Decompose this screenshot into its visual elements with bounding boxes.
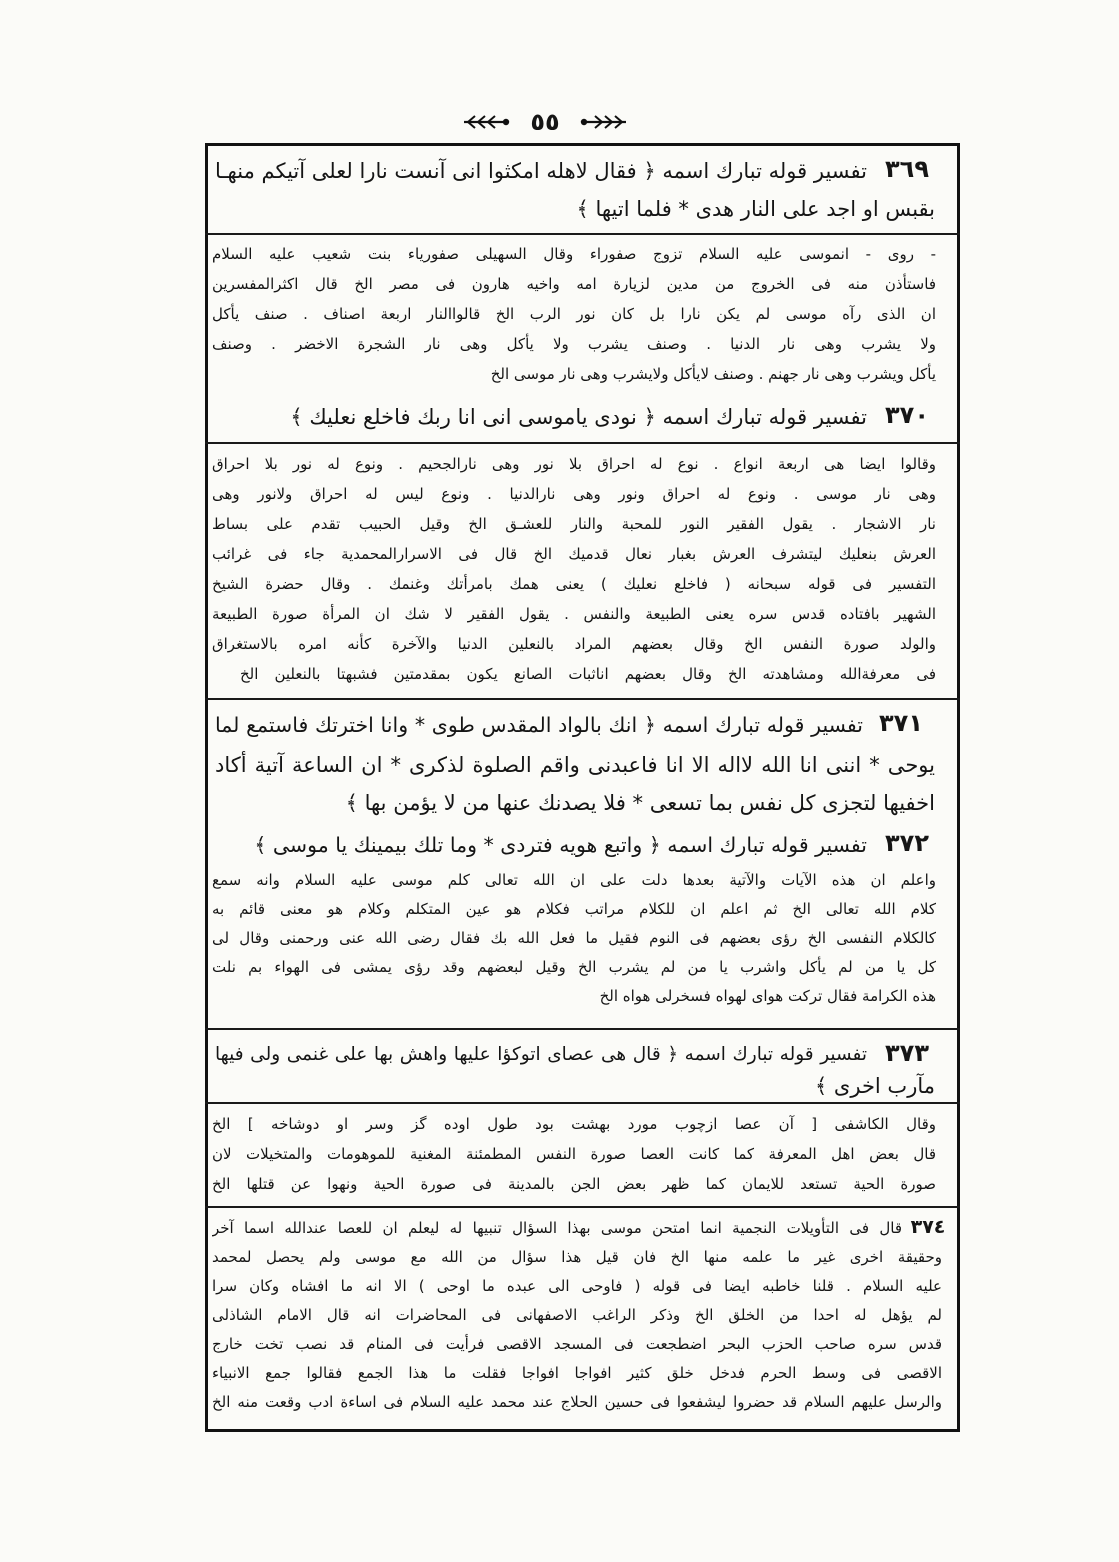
verse-heading-line: تفسير قوله تبارك اسمه ﴿ انك بالواد المقدس طوى * وانا اخترتك فاستمع لما (215, 713, 863, 737)
verse-heading-line: تفسير قوله تبارك اسمه ﴿ واتبع هويه فتردى * وما تلك بيمينك يا موسى ﴾ (254, 833, 867, 857)
commentary-line: نار الاشجار . يقول الفقير النور للمحبة والنار للعشـق الخ وقيل الحبيب تقدم على بساط (212, 515, 936, 533)
commentary-line: قال فى التأويلات النجمية انما امتحن موسى بهذا السؤال تنبيها له ليعلم ان للعصا عندالله اسما آخر (212, 1219, 902, 1237)
verse-heading-line: تفسير قوله تبارك اسمه ﴿ فقال لاهله امكثوا انى آنست نارا لعلى آتيكم منهـا (215, 159, 867, 183)
commentary-line: لم يؤهل له احدا من الخلق الخ وذكر الراغب الاصفهانى فى المحاضرات انه قال الامام الشاذلى (212, 1306, 942, 1324)
page-number: ٥٥ (530, 108, 560, 136)
commentary-line: وقالوا ايضا هى اربعة انواع . نوع له احراق بلا نور وهى نارالجحيم . ونوع له نور بلا احراق (212, 455, 936, 473)
entry-number: ٣٧٤ (910, 1216, 946, 1238)
entry-number: ٣٧٠ (885, 401, 929, 429)
verse-heading-line: مآرب اخرى ﴾ (814, 1074, 935, 1098)
divider-rule (205, 1206, 960, 1208)
commentary-line: قال بعض اهل المعرفة كما كانت العصا صورة النفس المطمئنة المغنية للموهومات والمتخيلات لان (212, 1145, 936, 1163)
commentary-line: يأكل ويشرب وهى نار جهنم . وصنف لايأكل ولايشرب وهى نار موسى الخ (490, 365, 936, 383)
divider-rule (205, 442, 960, 444)
divider-rule (205, 1028, 960, 1030)
commentary-line: وحقيقة اخرى غير ما علمه منها الخ فان قيل هذا سؤال من الله مع موسى ولم يحصل لمحمد (212, 1248, 942, 1266)
commentary-line: كالكلام النفسى الخ رؤى بعضهم فى النوم فقيل ما فعل الله بك فقال رضى الله عنى ورحمنى وقال لى (212, 929, 936, 947)
verse-heading-line: اخفيها لتجزى كل نفس بما تسعى * فلا يصدنك عنها من لا يؤمن بها ﴾ (345, 791, 935, 815)
commentary-line: وقال الكاشفى [ آن عصا ازچوب مورد بهشت بود طول اوده گز وسر او دوشاخه ] الخ (212, 1115, 936, 1133)
divider-rule (205, 233, 960, 235)
entry-number: ٣٧٣ (885, 1039, 929, 1067)
commentary-line: صورة الحية تستعد للايمان كما ظهر بعض الجن بالمدينة فى صورة الحية ونهوا عن قتلها الخ (212, 1175, 936, 1193)
commentary-line: - روى - انموسى عليه السلام تزوج صفوراء وقال السهيلى صفورياء بنت شعيب عليه السلام (212, 245, 936, 263)
commentary-line: والولد صورة النفس الخ وقال بعضهم المراد بالنعلين الدنيا والآخرة كأنه امره بالاستغراق (212, 635, 936, 653)
commentary-line: والرسل عليهم السلام قد حضروا ليشفعوا فى حسين الحلاج عند محمد عليه السلام فى اساءة ادب وقعت منه الخ (212, 1393, 942, 1411)
commentary-line: فاستأذن منه فى الخروج من مدين لزيارة امه واخيه هارون فى مصر الخ قال اكثرالمفسرين (212, 275, 936, 293)
commentary-line: عليه السلام . قلنا خاطبه ايضا فى قوله ( فاوحى الى عبده ما اوحى ) الا انه ما افشاه وكان سرا (212, 1277, 942, 1295)
divider-rule (205, 1102, 960, 1104)
commentary-line: التفسير فى قوله سبحانه ( فاخلع نعليك ) يعنى همك بامرأتك وغنمك . وقال حضرة الشيخ (212, 575, 936, 593)
commentary-line: كل يا من لم يأكل واشرب يا من لم يشرب الخ وقيل لبعضهم وقد رؤى يمشى فى الهواء بم نلت (212, 958, 936, 976)
verse-heading-line: بقبس او اجد على النار هدى * فلما اتيها ﴾ (576, 197, 935, 221)
entry-number: ٣٧١ (879, 709, 923, 737)
commentary-line: العرش بنعليك ليتشرف العرش بغبار نعال قدميك الخ قال فى الاسرارالمحمدية جاء فى غرائب (212, 545, 936, 563)
commentary-line: الشهير بافتاده قدس سره يعنى الطبيعة والنفس . يقول الفقير لا شك ان المرأة صورة الطبيعة (212, 605, 936, 623)
verse-heading-line: يوحى * اننى انا الله لااله الا انا فاعبدنى واقم الصلوة لذكرى * ان الساعة آتية أكاد (215, 753, 935, 777)
commentary-line: هذه الكرامة فقال تركت هواى لهواه فسخرلى هواه الخ (599, 987, 936, 1005)
commentary-line: الاقصى فى وسط الحرم فدخل خلق كثير افواجا افواجا فقلت ما هذا الجمع فقالوا جمع الانبياء (212, 1364, 942, 1382)
entry-number: ٣٧٢ (885, 829, 929, 857)
commentary-line: ولا يشرب وهى نار الدنيا . وصنف يشرب ولا يأكل وهى نار الشجرة الاخضر . وصنف (212, 335, 936, 353)
ornament-left-icon (462, 113, 512, 131)
commentary-line: فى معرفةالله ومشاهدته الخ وقال بعضهم اناثبات الصانع يكون بمقدمتين فشبهتا بالنعلين الخ (240, 665, 936, 683)
commentary-line: واعلم ان هذه الآيات والآتية بعدها دلت على ان الله تعالى كلم موسى عليه السلام وانه سمع (212, 871, 936, 889)
commentary-line: وهى نار موسى . ونوع له احراق ونور وهى نارالدنيا . ونوع ليس له احراق ولانور وهى (212, 485, 936, 503)
commentary-line: قدس سره صاحب الحزب البحر اضطجعت فى المسجد الاقصى فرأيت فى المنام قد نصب تخت خارج (212, 1335, 942, 1353)
divider-rule (205, 698, 960, 700)
verse-heading-line: تفسير قوله تبارك اسمه ﴿ قال هى عصاى اتوكؤا عليها واهش بها على غنمى ولى فيها (215, 1044, 867, 1065)
commentary-line: كلام الله تعالى الخ ثم اعلم ان للكلام مراتب فكلام هو عين المتكلم وكلام هو معنى قائم به (212, 900, 936, 918)
ornament-right-icon (578, 113, 628, 131)
verse-heading-line: تفسير قوله تبارك اسمه ﴿ نودى ياموسى انى انا ربك فاخلع نعليك ﴾ (290, 405, 867, 429)
entry-number: ٣٦٩ (885, 155, 929, 183)
commentary-line: ان الذى رآه موسى لم يكن نارا بل كان نور الرب الخ قالواالنار اربعة اصناف . صنف يأكل (212, 305, 936, 323)
